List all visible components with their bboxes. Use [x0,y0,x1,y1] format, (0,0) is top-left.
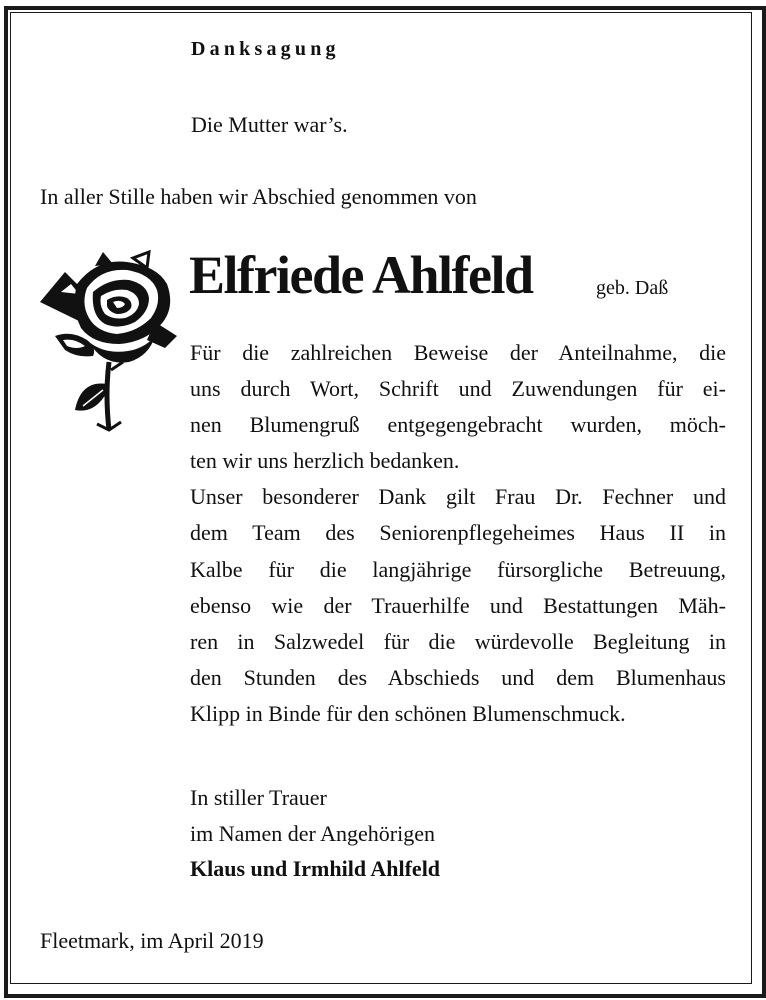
body-line: Klipp in Binde für den schönen Blumenschmuck. [190,700,626,726]
body-line: uns durch Wort, Schrift und Zuwendungen für ei- [190,376,726,402]
rose-icon [37,244,179,436]
body-line: dem Team des Seniorenpflegeheimes Haus II in [190,520,726,546]
closing-line: In stiller Trauer [190,785,327,810]
heading: Danksagung [191,38,340,60]
body-line: ten wir uns herzlich bedanken. [190,448,460,474]
body-line: ebenso wie der Trauerhilfe und Bestattungen Mäh- [190,592,726,618]
place-date: Fleetmark, im April 2019 [40,928,264,953]
closing-line: im Namen der Angehörigen [190,821,435,846]
signers: Klaus und Irmhild Ahlfeld [190,856,441,881]
thanks-body [190,335,726,732]
body-line: ren in Salzwedel für die würdevolle Begleitung in [190,628,726,654]
deceased-name: Elfriede Ahlfeld [189,245,533,305]
body-line: nen Blumengruß entgegengebracht wurden, möch- [190,412,726,438]
intro-text: In aller Stille haben wir Abschied genommen von [40,184,477,209]
body-line: Unser besonderer Dank gilt Frau Dr. Fechner und [190,484,726,510]
birth-name: geb. Daß [596,277,669,299]
body-line: Kalbe für die langjährige fürsorgliche Betreuung, [190,556,726,582]
body-line: Für die zahlreichen Beweise der Anteilnahme, die [190,340,726,365]
quote: Die Mutter war’s. [191,112,348,137]
body-line: den Stunden des Abschieds und dem Blumenhaus [190,664,726,690]
